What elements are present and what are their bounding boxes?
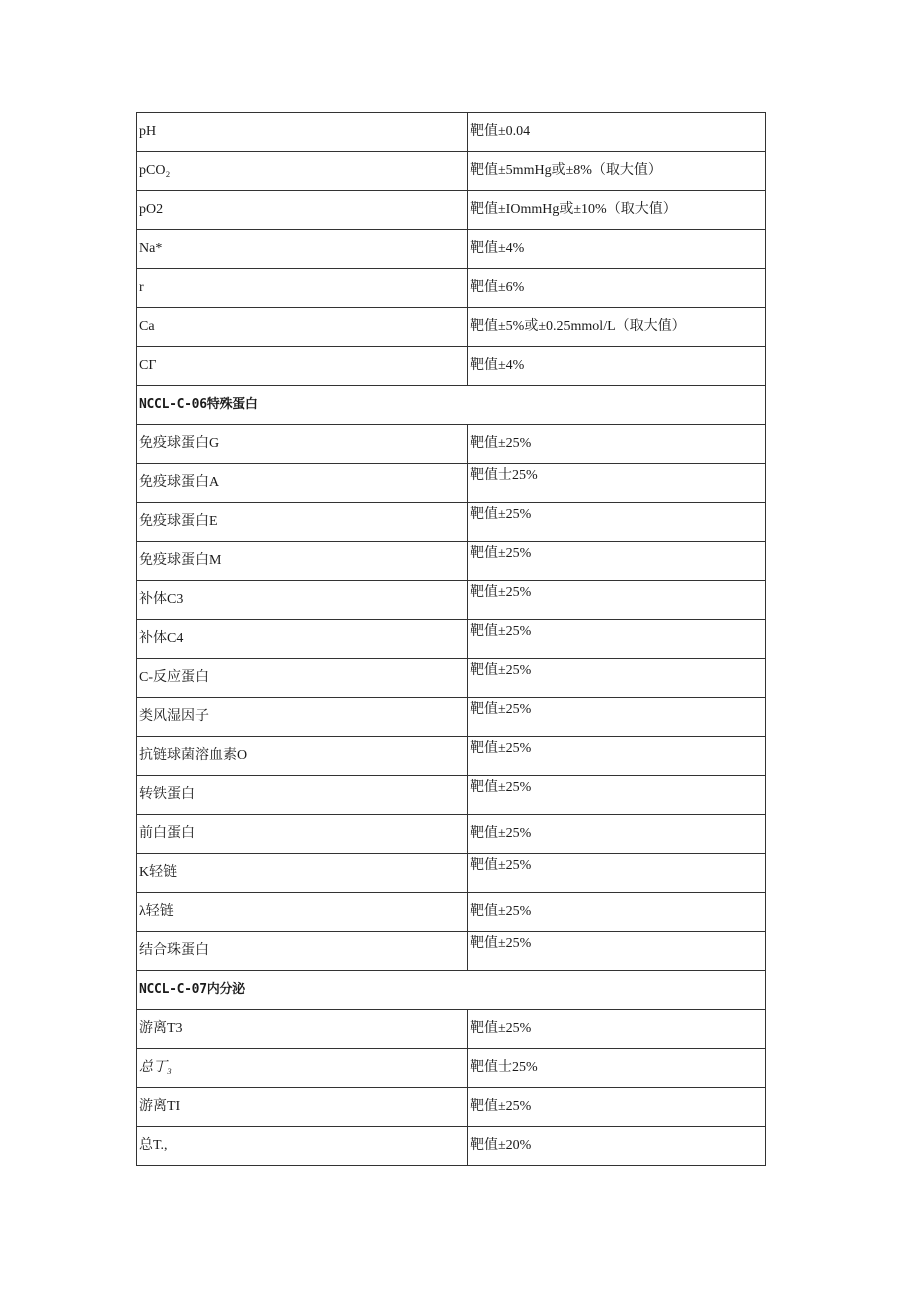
tolerance-value: 靶值±0.04 [468,113,766,152]
tolerance-table-body [137,113,766,1166]
table-row [137,581,766,620]
analyte-name: 类风湿因子 [137,698,468,737]
analyte-name: 结合珠蛋白 [137,932,468,971]
tolerance-value: 靶值±5mmHg或±8%（取大值） [468,152,766,191]
table-row [137,308,766,347]
table-row [137,152,766,191]
tolerance-value: 靶值±25% [468,542,766,581]
analyte-name: r [137,269,468,308]
analyte-name: λ轻链 [137,893,468,932]
table-row [137,854,766,893]
table-row [137,503,766,542]
tolerance-value: 靶值±25% [468,737,766,776]
tolerance-value: 靶值±4% [468,347,766,386]
analyte-name: 免疫球蛋白M [137,542,468,581]
tolerance-value: 靶值±25% [468,932,766,971]
section-title: NCCL-C-06特殊蛋白 [137,386,766,425]
tolerance-value: 靶值±25% [468,854,766,893]
analyte-name: K轻链 [137,854,468,893]
tolerance-value: 靶值±25% [468,659,766,698]
tolerance-value: 靶值±25% [468,698,766,737]
analyte-name: 免疫球蛋白G [137,425,468,464]
analyte-name: Na* [137,230,468,269]
tolerance-value: 靶值±25% [468,776,766,815]
table-row [137,464,766,503]
analyte-name: pO2 [137,191,468,230]
analyte-name: 总丁₃ [137,1049,468,1088]
table-row [137,1010,766,1049]
analyte-name: pCO₂ [137,152,468,191]
table-row [137,776,766,815]
tolerance-value: 靶值±25% [468,815,766,854]
tolerance-value: 靶值±25% [468,1010,766,1049]
analyte-name: C-反应蛋白 [137,659,468,698]
section-title: NCCL-C-07内分泌 [137,971,766,1010]
analyte-name: 总T., [137,1127,468,1166]
analyte-name: 转铁蛋白 [137,776,468,815]
table-row [137,1088,766,1127]
analyte-name: 前白蛋白 [137,815,468,854]
tolerance-value: 靶值士25% [468,464,766,503]
analyte-name: Ca [137,308,468,347]
analyte-name: 补体C4 [137,620,468,659]
table-row [137,1049,766,1088]
analyte-name: 抗链球菌溶血素O [137,737,468,776]
table-row [137,698,766,737]
analyte-name: 游离T3 [137,1010,468,1049]
table-row [137,659,766,698]
tolerance-value: 靶值±6% [468,269,766,308]
table-row [137,932,766,971]
tolerance-table [136,112,766,1166]
table-row [137,347,766,386]
table-row [137,620,766,659]
tolerance-value: 靶值±25% [468,1088,766,1127]
tolerance-value: 靶值±5%或±0.25mmol/L（取大值） [468,308,766,347]
tolerance-value: 靶值±25% [468,425,766,464]
table-row [137,425,766,464]
table-row [137,1127,766,1166]
analyte-name: 免疫球蛋白A [137,464,468,503]
analyte-name: pH [137,113,468,152]
table-row [137,269,766,308]
table-row [137,542,766,581]
section-header-row [137,971,766,1010]
analyte-name: 补体C3 [137,581,468,620]
tolerance-value: 靶值±20% [468,1127,766,1166]
tolerance-value: 靶值±25% [468,581,766,620]
analyte-name: CΓ [137,347,468,386]
tolerance-value: 靶值±4% [468,230,766,269]
table-row [137,737,766,776]
section-header-row [137,386,766,425]
table-row [137,191,766,230]
table-row [137,893,766,932]
analyte-name: 免疫球蛋白E [137,503,468,542]
table-row [137,815,766,854]
tolerance-value: 靶值±25% [468,893,766,932]
table-row [137,230,766,269]
analyte-name: 游离TI [137,1088,468,1127]
tolerance-value: 靶值±IOmmHg或±10%（取大值） [468,191,766,230]
tolerance-value: 靶值±25% [468,620,766,659]
table-row [137,113,766,152]
tolerance-value: 靶值士25% [468,1049,766,1088]
tolerance-value: 靶值±25% [468,503,766,542]
